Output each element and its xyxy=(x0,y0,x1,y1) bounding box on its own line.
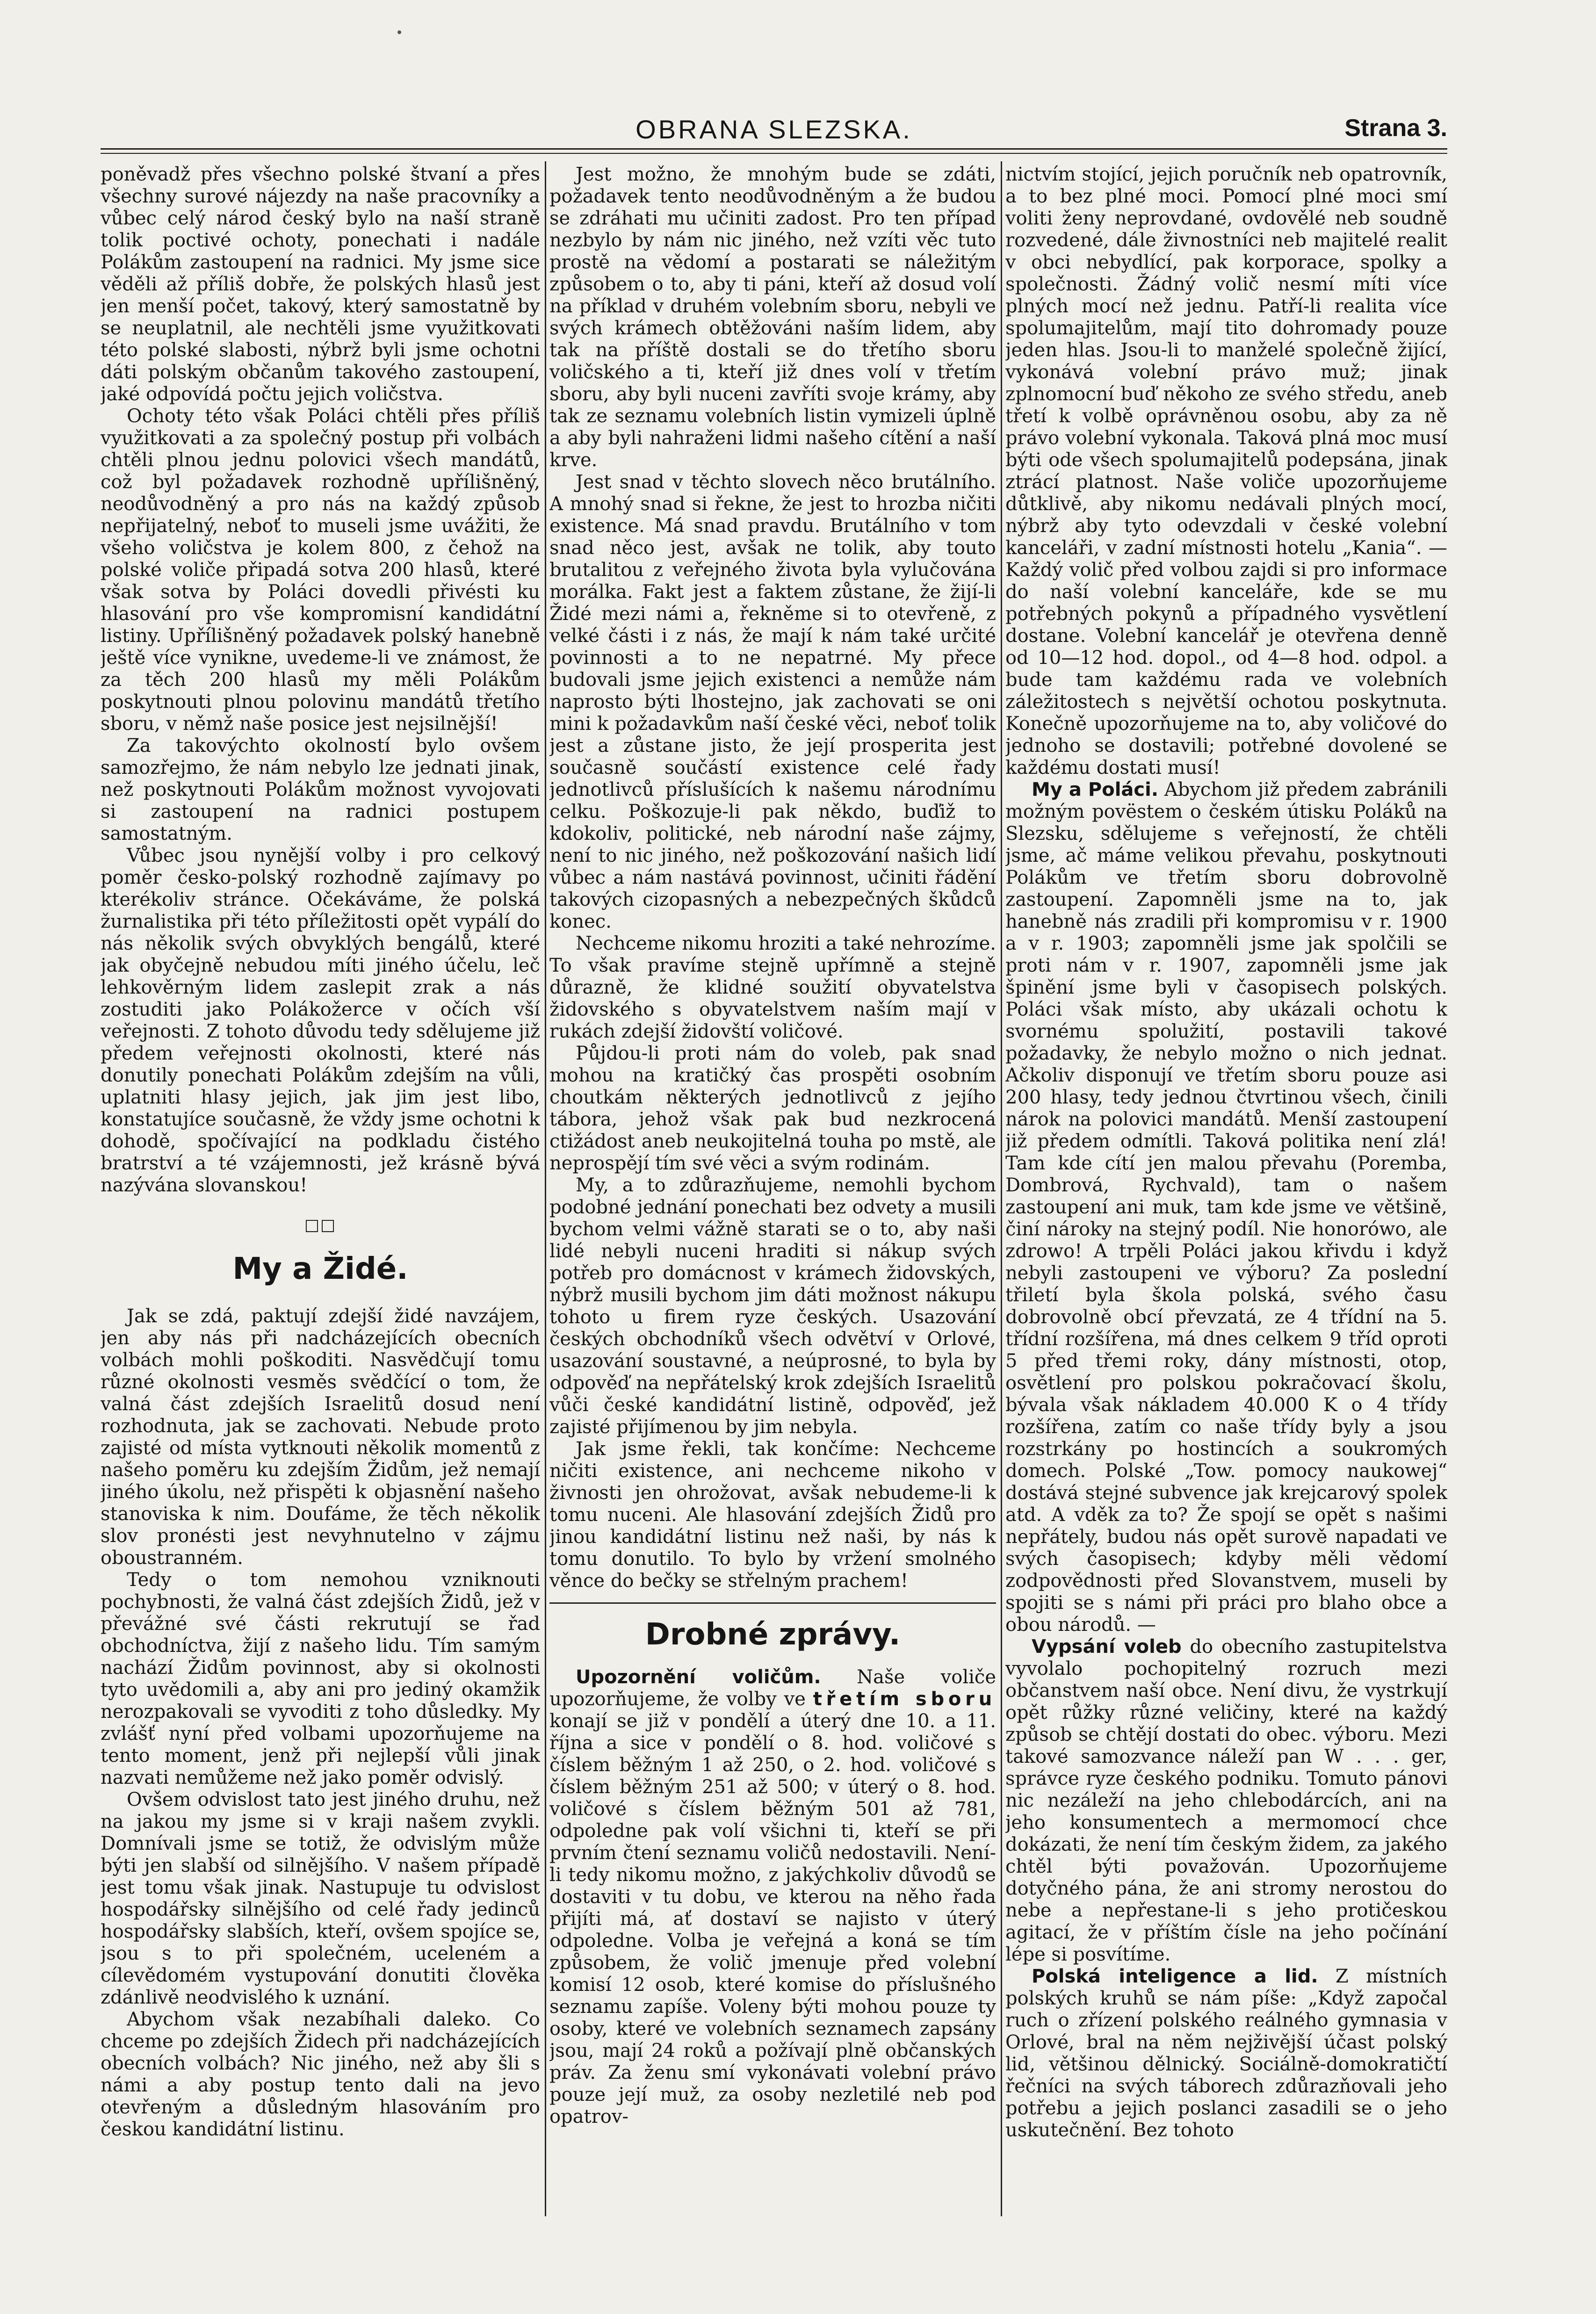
news-item xyxy=(1005,779,1447,1636)
paragraph: Nechceme nikomu hroziti a také nehrozíme. To však pravíme stejně upřímně a stejně důrazně, že klidné soužití obyvatelstva židovského s obyvatelstvem naším mají v rukách zdejší židovští voličové. xyxy=(549,933,996,1042)
news-item-text: Naše voliče upozorňujeme, že volby ve xyxy=(549,1666,996,1710)
column-3 xyxy=(1005,164,1447,2216)
column-1 xyxy=(101,164,540,2216)
emphasis-text: třetím sboru xyxy=(813,1688,996,1710)
news-item-title: Vypsání voleb xyxy=(1032,1636,1182,1658)
news-item xyxy=(1005,1966,1447,2141)
news-item-text: konají se již v pondělí a úterý dne 10. a 11. října a sice v pondělí o 8. hod. voličové s číslem běžným 1 až 250, o 2. hod. voličové s číslem běžným 251 až 500; v úterý o 8. hod. voličové s číslem běžným 501 až 781, odpoledne pak volí všichni ti, kteří se při prvním čtení seznamu voličů nedostavili. Není-li tedy nikomu možno, z jakýchkoliv důvodů se dostaviti v tu dobu, ve kterou na něho řada přijíti má, ať dostaví se najisto v úterý odpoledne. Volba je veřejná a koná se tím způsobem, že volič jmenuje před volební komisí 12 osob, které komise do příslušného seznamu zapíše. Voleny býti mohou pouze ty osoby, které ve volebních seznamech zapsány jsou, mají 24 roků a požívají plně občanských práv. Za ženu smí vykonávati volební právo pouze její muž, za osoby nezletilé neb pod opatrov- xyxy=(549,1710,996,2127)
header-rule-thin xyxy=(101,153,1447,154)
paragraph: Ovšem odvislost tato jest jiného druhu, než na jakou my jsme si v kraji našem zvykli. Domnívali jsme se totiž, že odvislým může býti jen slabší od silnějšího. V našem případě jest tomu však jinak. Nastupuje tu odvislost hospodářsky silnějšího od celé řady jedinců hospodářsky slabších, kteří, ovšem spojíce se, jsou s to při společném, uceleném a cílevědomém vystupování donutiti člověka zdánlivě neodvislého k uznání. xyxy=(101,1789,540,2008)
paragraph: Ochoty této však Poláci chtěli přes příliš využitkovati a za společný postup při volbách chtěli plnou jednu polovici všech mandátů, což byl požadavek rozhodně upřílišněný, neodůvodněný a pro nás na každý způsob nepřijatelný, neboť to museli jsme uvážiti, že všeho voličstva je kolem 800, z čehož na polské voliče připadá sotva 200 hlasů, které však sotva by Poláci dovedli přivésti ku hlasování pro vše kompromisní kandidátní listiny. Upřílišněný požadavek polský hanebně ještě více vyniknе, uvedeme-li ve známost, že za těch 200 hlasů my měli Polákům poskytnouti plnou polovinu mandátů třetího sboru, v němž naše posice jest nejsilnější! xyxy=(101,405,540,735)
news-item-title: Upozornění voličům. xyxy=(576,1666,821,1688)
paragraph: My, a to zdůrazňujeme, nemohli bychom podobné jednání ponechati bez odvety a musili bychom velmi vážně starati se o to, aby naši lidé nebyli nuceni hraditi si nákup svých potřeb pro domácnost v krámech židovských, nýbrž musili bychom jim dáti možnost nákupu tohoto u firem ryze českých. Usazování českých obchodníků všech odvětví v Orlové, usazování soustavné, a neúprosné, to byla by odpověď na nepřátelský krok zdejších Israelitů vůči české kandidátní listině, odpověď, jež zajisté přijímenou by jim nebyla. xyxy=(549,1175,996,1438)
news-item-text: do obecního zastupitelstva vyvolalo pochopitelný rozruch mezi občanstvem naší obce. Není divu, že vystrkují opět růžky různé veličiny, které na každý způsob se chtějí dostati do obec. výboru. Mezi takové samozvance náleží pan W . . . ger, správce ryze českého podniku. Tomuto pánovi nic nezáleží na jeho chlebodárcích, ani na jeho konsumentech a mermomocí chce dokázati, že není tím českým židem, za jakého chtěl býti považován. Upozorňujeme dotyčného pána, že ani stromy nerostou do nebe a nepřestane-li s jeho protičeskou agitací, že v příštím čísle na jeho počínání lépe si posvítíme. xyxy=(1005,1636,1447,1965)
news-item xyxy=(1005,1636,1447,1966)
paragraph: Jest snad v těchto slovech něco brutálního. A mnohý snad si řekne, že jest to hrozba ničiti existence. Má snad pravdu. Brutálního v tom snad něco jest, avšak ne tolik, aby touto brutalitou z veřejného života byla vylučována morálka. Fakt jest a faktem zůstane, že žijí-li Židé mezi námi a, řekněme si to otevřeně, z velké části i z nás, že mají k nám také určité povinnosti a to ne nepatrné. My přece budovali jsme jejich existenci a nemůže nám naprosto býti lhostejno, jak zachovati se oni mini k požadavkům naší české věci, neboť tolik jest a zůstane jisto, že její prosperita jest současně součástí existence celé řady jednotlivců příslušících k našemu národnímu celku. Poškozuje-li pak někdo, buďiž to kdokoliv, politické, neb národní naše zájmy, není to nic jiného, než poškozování našich lidí vůbec a nám nastává povinnost, učiniti řádění takových cizopasných a nebezpečných škůdců konec. xyxy=(549,471,996,932)
news-item-text: Z místních polských kruhů se nám píše: „Když započal ruch o zřízení polského reálného gymnasia v Orlové, bral na něm nejživější účast polský lid, většinou dělnický. Sociálně-domokratičtí řečníci na svých táborech zdůrazňovali jeho potřebu a jejich poslanci zasadili se o jeho uskutečnění. Bez tohoto xyxy=(1005,1966,1447,2141)
page-number: Strana 3. xyxy=(1344,115,1447,142)
article-title: My a Židé. xyxy=(232,1252,408,1286)
header-rule xyxy=(101,148,1447,150)
print-speck xyxy=(397,30,401,34)
column-2 xyxy=(549,164,996,2216)
newspaper-title: OBRANA SLEZSKA. xyxy=(636,115,912,144)
paragraph: Jest možno, že mnohým bude se zdáti, požadavek tento neodůvodněným a že budou se zdráhati mu učiniti zadost. Pro ten případ nezbylo by nám nic jiného, než vzíti věc tuto prostě na vědomí a postarati se náležitým způsobem o to, aby ti páni, kteří až dosud volí na příklad v druhém volebním sboru, nebyli ve svých krámech obtěžováni naším lidem, aby tak na příště dostali se do třetího sboru voličského a ti, kteří již dnes volí v třetím sboru, aby byli nuceni zavříti svoje krámy, aby tak ze seznamu volebních listin vymizeli úplně a aby byli nahraženi lidmi našeho cítění a naší krve. xyxy=(549,164,996,471)
paragraph: Jak se zdá, paktují zdejší židé navzájem, jen aby nás při nadcházejících obecních volbách mohli poškoditi. Nasvědčují tomu různé okolnosti vesměs svědčící o tom, že valná část zdejších Israelitů dosud není rozhodnuta, jak se zachovati. Nebude proto zajisté od místa vytknouti několik momentů z našeho poměru ku zdejším Židům, jež nemají jiného úkolu, než přispěti k objasnění našeho stanoviska k nim. Doufáme, že těch několik slov pronésti jest nevyhnutelno v zájmu oboustranném. xyxy=(101,1305,540,1569)
paragraph: Abychom však nezabíhali daleko. Co chceme po zdejších Židech při nadcházejících obecních volbách? Nic jiného, než aby šli s námi a aby postup tento dali na jevo otevřeným a důsledným hlasováním pro českou kandidátní listinu. xyxy=(101,2009,540,2140)
section-title: Drobné zprávy. xyxy=(549,1602,996,1653)
section-ornament: □□ xyxy=(304,1216,337,1234)
page-header xyxy=(101,111,1447,149)
news-item-text: Abychom již předem zabránili možným povëstem o českém útisku Poláků na Slezsku, sdělujeme s veřejností, že chtěli jsme, ač máme velikou převahu, poskytnouti Polákům ve třetím sboru dobrovolně zastoupení. Zapomněli jsme na to, jak hanebně nás zradili při kompromisu v r. 1900 a v r. 1903; zapomněli jsme jak spolčili se proti nám v r. 1907, zapomněli jsme jak špinění jsme byli v časopisech polských. Poláci však místo, aby ukázali ochotu k svornému spolužití, postavili takové požadavky, že nebylo možno o nich jednat. Ačkoliv disponují ve třetím sboru pouze asi 200 hlasy, tedy jednou čtvrtinou všech, činili nárok na polovici mandátů. Menší zastoupení již předem odmítli. Taková politika není zlá! Tam kde cítí jen malou převahu (Poremba, Dombrová, Rychvald), tam o našem zastoupení ani muk, tam kde jsme ve většině, činí nároky na stejný podíl. Nie honorówo, ale zdrowo! A trpěli Poláci jakou křivdu i když nebyli zastoupeni ve výboru? Za poslední třiletí byla škola polská, svého času dobrovolně obcí převzatá, ze 4 třídní na 5. třídní rozšířena, má dnes celkem 9 tříd oproti 5 před třemi roky, dány místnosti, otop, osvětlení pro polskou pokračovací školu, bývala však nákladem 40.000 K o 4 třídy rozšířena, zatím co naše třídy byly a jsou rozstrkány po hostincích a soukromých domech. Polské „Tow. pomocy naukowej“ dostává stejné subvence jak krejcarový spolek atd. A vděk za to? Že spojí se opět s našimi nepřátely, budou nás opět surově napadati ve svých časopisech; kdyby měli vědomí zodpovědnosti před Slovanstvem, museli by spojiti se s námi při práci pro blaho obce a obou národů. — xyxy=(1005,779,1447,1636)
paragraph: poněvadž přes všechno polské štvaní a přes všechny surové nájezdy na naše pracovníky a vůbec celý národ český bylo na naší straně tolik poctivé ochoty, ponechati i nadále Polákům zastoupení na radnici. My jsme sice věděli až příliš dobře, že polských hlasů jest jen menší počet, takový, který samostatně by se neuplatnil, ale nechtěli jsme využitkovati této polské slabosti, nýbrž byli jsme ochotni dáti polským občanům takového zastoupení, jaké odpovídá počtu jejich voličstva. xyxy=(101,164,540,405)
column-divider xyxy=(1001,161,1002,2216)
news-item-title: My a Poláci. xyxy=(1032,779,1159,800)
paragraph: Jak jsme řekli, tak končíme: Nechceme ničiti existence, ani nechceme nikoho v živnosti jen ohrožovat, avšak nebudeme-li k tomu nuceni. Ale hlasování zdejších Židů pro jinou kandidátní listinu než naši, by nás k tomu donutilo. To bylo by vržení smolného věnce do bečky se střelným prachem! xyxy=(549,1438,996,1592)
paragraph: nictvím stojící, jejich poručník neb opatrovník, a to bez plné moci. Pomocí plné moci smí voliti ženy neprovdané, ovdovělé neb soudně rozvedené, dále živnostníci neb majitelé realit v obci nebydlící, pak korporace, spolky a společnosti. Žádný volič nesmí míti více plných mocí než jednu. Patří-li realita více spolumajitelům, mají tito dohromady pouze jeden hlas. Jsou-li to manželé společně žijící, vykonává volební právo muž; jinak zplnomocní buď někoho ze svého středu, aneb třetí k volbě oprávněnou osobu, aby za ně právo volební vykonala. Taková plná moc musí býti ode všech spolumajitelů podepsána, jinak ztrácí platnost. Naše voliče upozorňujeme důtklivě, aby nikomu nedávali plných mocí, nýbrž aby tyto odevzdali v české volební kanceláři, v zadní místnosti hotelu „Kania“. — Každý volič před volbou zajdi si pro informace do naší volební kanceláře, kde se mu potřebných pokynů a případného vysvětlení dostane. Volební kancelář je otevřena denně od 10—12 hod. dopol., od 4—8 hod. odpol. a bude tam každému rada ve volebních záležitostech s největší ochotou poskytnuta. Konečně upozorňujeme na to, aby voličové do jednoho se dostavili; potřebné dovolené se každému dostati musí! xyxy=(1005,164,1447,779)
column-divider xyxy=(545,161,546,2216)
paragraph: Tedy o tom nemohou vzniknouti pochybnosti, že valná část zdejších Židů, jež v převážné své části rekrutují se řad obchodníctva, žijí z našeho lidu. Tím samým nachází Židům povinnost, aby si okolnosti tyto uvědomili a, aby ani pro jediný okamžik nerozpakovali se vyvoditi z toho důsledky. My zvlášť nyní před volbami upozorňujeme na tento moment, jenž při nejlepší vůli jinak nazvati nemůžeme než jako poměr odvislý. xyxy=(101,1569,540,1788)
paragraph: Za takovýchto okolností bylo ovšem samozřejmo, že nám nebylo lze jednati jinak, než poskytnouti Polákům možnost vyvojovati si zastoupení na radnici postupem samostatným. xyxy=(101,735,540,844)
paragraph: Půjdou-li proti nám do voleb, pak snad mohou na kratičký čas prospěti osobním choutkám některých jednotlivců z jejího tábora, jehož však pak bud nezkrocená ctižádost aneb neukojitelná touha po mstě, ale neprospějí tím své věci a svým rodinám. xyxy=(549,1043,996,1174)
news-item-title: Polská inteligence a lid. xyxy=(1032,1966,1318,1987)
news-item xyxy=(549,1666,996,2128)
paragraph: Vůbec jsou nynější volby i pro celkový poměr česko-polský rozhodně zajímavy po kterékoliv stránce. Očekáváme, že polská žurnalistika při této příležitosti opět vypálí do nás několik svých obvyklých bengálů, které jak obyčejně nebudou míti jiného účelu, leč lehkověrným lidem zaslepit zrak a nás zostuditi jako Polákožerce v očích vší veřejnosti. Z tohoto důvodu tedy sdělujeme již předem veřejnosti okolnosti, které nás donutily ponechati Polákům zdejším na vůli, uplatniti hlasy jejich, jak jim jest libo, konstatujíce současně, že vždy jsme ochotni k dohodě, spočívající na podkladu čistého bratrství a té vzájemnosti, jež krásně bývá nazývána slovanskou! xyxy=(101,845,540,1196)
